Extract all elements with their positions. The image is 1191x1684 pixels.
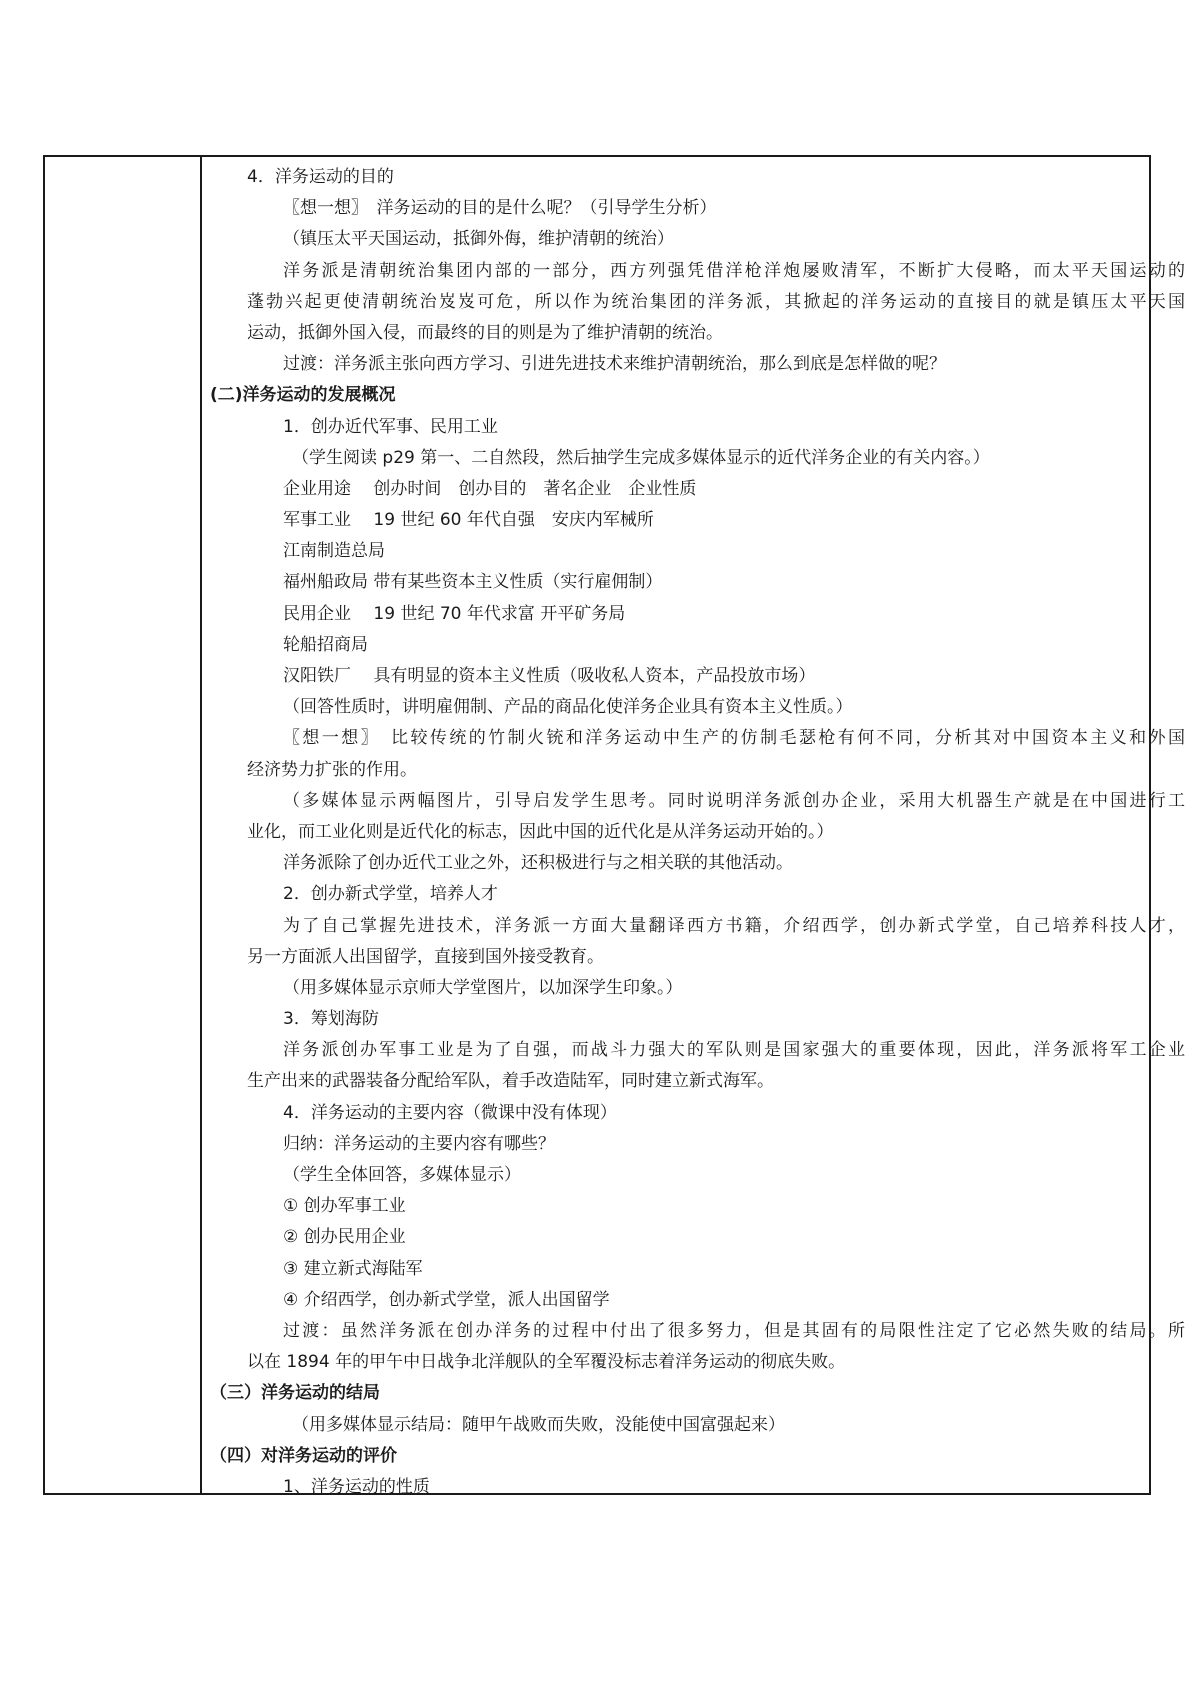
text-line: 过渡：洋务派主张向西方学习、引进先进技术来维护清朝统治，那么到底是怎样做的呢？ bbox=[283, 354, 946, 375]
text-line: 军事工业 19 世纪 60 年代自强 安庆内军械所 bbox=[283, 510, 654, 531]
text-line: 业化，而工业化则是近代化的标志，因此中国的近代化是从洋务运动开始的。） bbox=[247, 821, 834, 842]
text-line: 经济势力扩张的作用。 bbox=[247, 759, 417, 780]
text-line: 轮船招商局 bbox=[283, 634, 368, 655]
text-line: 以在 1894 年的甲午中日战争北洋舰队的全军覆没标志着洋务运动的彻底失败。 bbox=[247, 1352, 846, 1373]
text-line: 1．创办近代军事、民用工业 bbox=[283, 416, 498, 437]
text-line: 归纳：洋务运动的主要内容有哪些？ bbox=[283, 1133, 555, 1154]
text-line: 江南制造总局 bbox=[283, 541, 385, 562]
section-heading: (二)洋务运动的发展概况 bbox=[210, 385, 396, 406]
text-line: 汉阳铁厂 具有明显的资本主义性质（吸收私人资本，产品投放市场） bbox=[283, 666, 816, 686]
column-divider bbox=[200, 157, 202, 1493]
text-line: （回答性质时，讲明雇佣制、产品的商品化使洋务企业具有资本主义性质。） bbox=[283, 697, 853, 718]
text-line: 〖想一想〗 洋务运动的目的是什么呢？（引导学生分析） bbox=[283, 198, 717, 219]
text-line: ④ 介绍西学，创办新式学堂，派人出国留学 bbox=[283, 1289, 610, 1310]
text-line: （多媒体显示两幅图片，引导启发学生思考。同时说明洋务派创办企业，采用大机器生产就是在中国进行工 bbox=[283, 790, 1185, 811]
text-line: （学生阅读 p29 第一、二自然段，然后抽学生完成多媒体显示的近代洋务企业的有关内容。） bbox=[292, 447, 990, 468]
text-line: 〖想一想〗 比较传统的竹制火铳和洋务运动中生产的仿制毛瑟枪有何不同，分析其对中国资本主义和外国 bbox=[283, 728, 1185, 749]
text-line: 福州船政局 带有某些资本主义性质（实行雇佣制） bbox=[283, 572, 663, 593]
text-line: （用多媒体显示结局：随甲午战败而失败，没能使中国富强起来） bbox=[292, 1414, 785, 1435]
text-line: 民用企业 19 世纪 70 年代求富 开平矿务局 bbox=[283, 603, 626, 624]
text-line: 生产出来的武器装备分配给军队，着手改造陆军，同时建立新式海军。 bbox=[247, 1071, 774, 1092]
section-heading: （三）洋务运动的结局 bbox=[210, 1383, 380, 1404]
text-line: ③ 建立新式海陆军 bbox=[283, 1258, 423, 1279]
section-heading: （四）对洋务运动的评价 bbox=[210, 1445, 397, 1466]
text-line: 洋务派除了创办近代工业之外，还积极进行与之相关联的其他活动。 bbox=[283, 853, 793, 874]
text-line: （用多媒体显示京师大学堂图片，以加深学生印象。） bbox=[283, 977, 683, 998]
text-line: 企业用途 创办时间 创办目的 著名企业 企业性质 bbox=[283, 478, 697, 499]
table-frame bbox=[43, 155, 1185, 1497]
text-line: 4．洋务运动的主要内容（微课中没有体现） bbox=[283, 1102, 617, 1123]
text-line: 过渡：虽然洋务派在创办洋务的过程中付出了很多努力，但是其固有的局限性注定了它必然失败的结局。所 bbox=[283, 1320, 1185, 1341]
text-line: 洋务派是清朝统治集团内部的一部分，西方列强凭借洋枪洋炮屡败清军，不断扩大侵略，而太平天国运动的 bbox=[283, 260, 1185, 281]
text-line: （镇压太平天国运动，抵御外侮，维护清朝的统治） bbox=[283, 229, 674, 250]
text-line: 3．筹划海防 bbox=[283, 1009, 379, 1030]
text-line: ① 创办军事工业 bbox=[283, 1196, 406, 1217]
text-line: 为了自己掌握先进技术，洋务派一方面大量翻译西方书籍，介绍西学，创办新式学堂，自己培养科技人才， bbox=[283, 915, 1185, 936]
text-line: 运动，抵御外国入侵，而最终的目的则是为了维护清朝的统治。 bbox=[247, 322, 723, 343]
text-line: 洋务派创办军事工业是为了自强，而战斗力强大的军队则是国家强大的重要体现，因此，洋务派将军工企业 bbox=[283, 1040, 1185, 1061]
text-line: （学生全体回答，多媒体显示） bbox=[283, 1165, 521, 1185]
text-line: 另一方面派人出国留学，直接到国外接受教育。 bbox=[247, 946, 604, 967]
text-line: 4．洋务运动的目的 bbox=[247, 167, 394, 187]
lesson-content bbox=[210, 162, 1185, 1503]
text-line: 1、洋务运动的性质 bbox=[283, 1476, 430, 1497]
text-line: 蓬勃兴起更使清朝统治岌岌可危，所以作为统治集团的洋务派，其掀起的洋务运动的直接目的就是镇压太平天国 bbox=[247, 291, 1185, 312]
text-line: ② 创办民用企业 bbox=[283, 1227, 406, 1248]
text-line: 2．创办新式学堂，培养人才 bbox=[283, 884, 498, 905]
